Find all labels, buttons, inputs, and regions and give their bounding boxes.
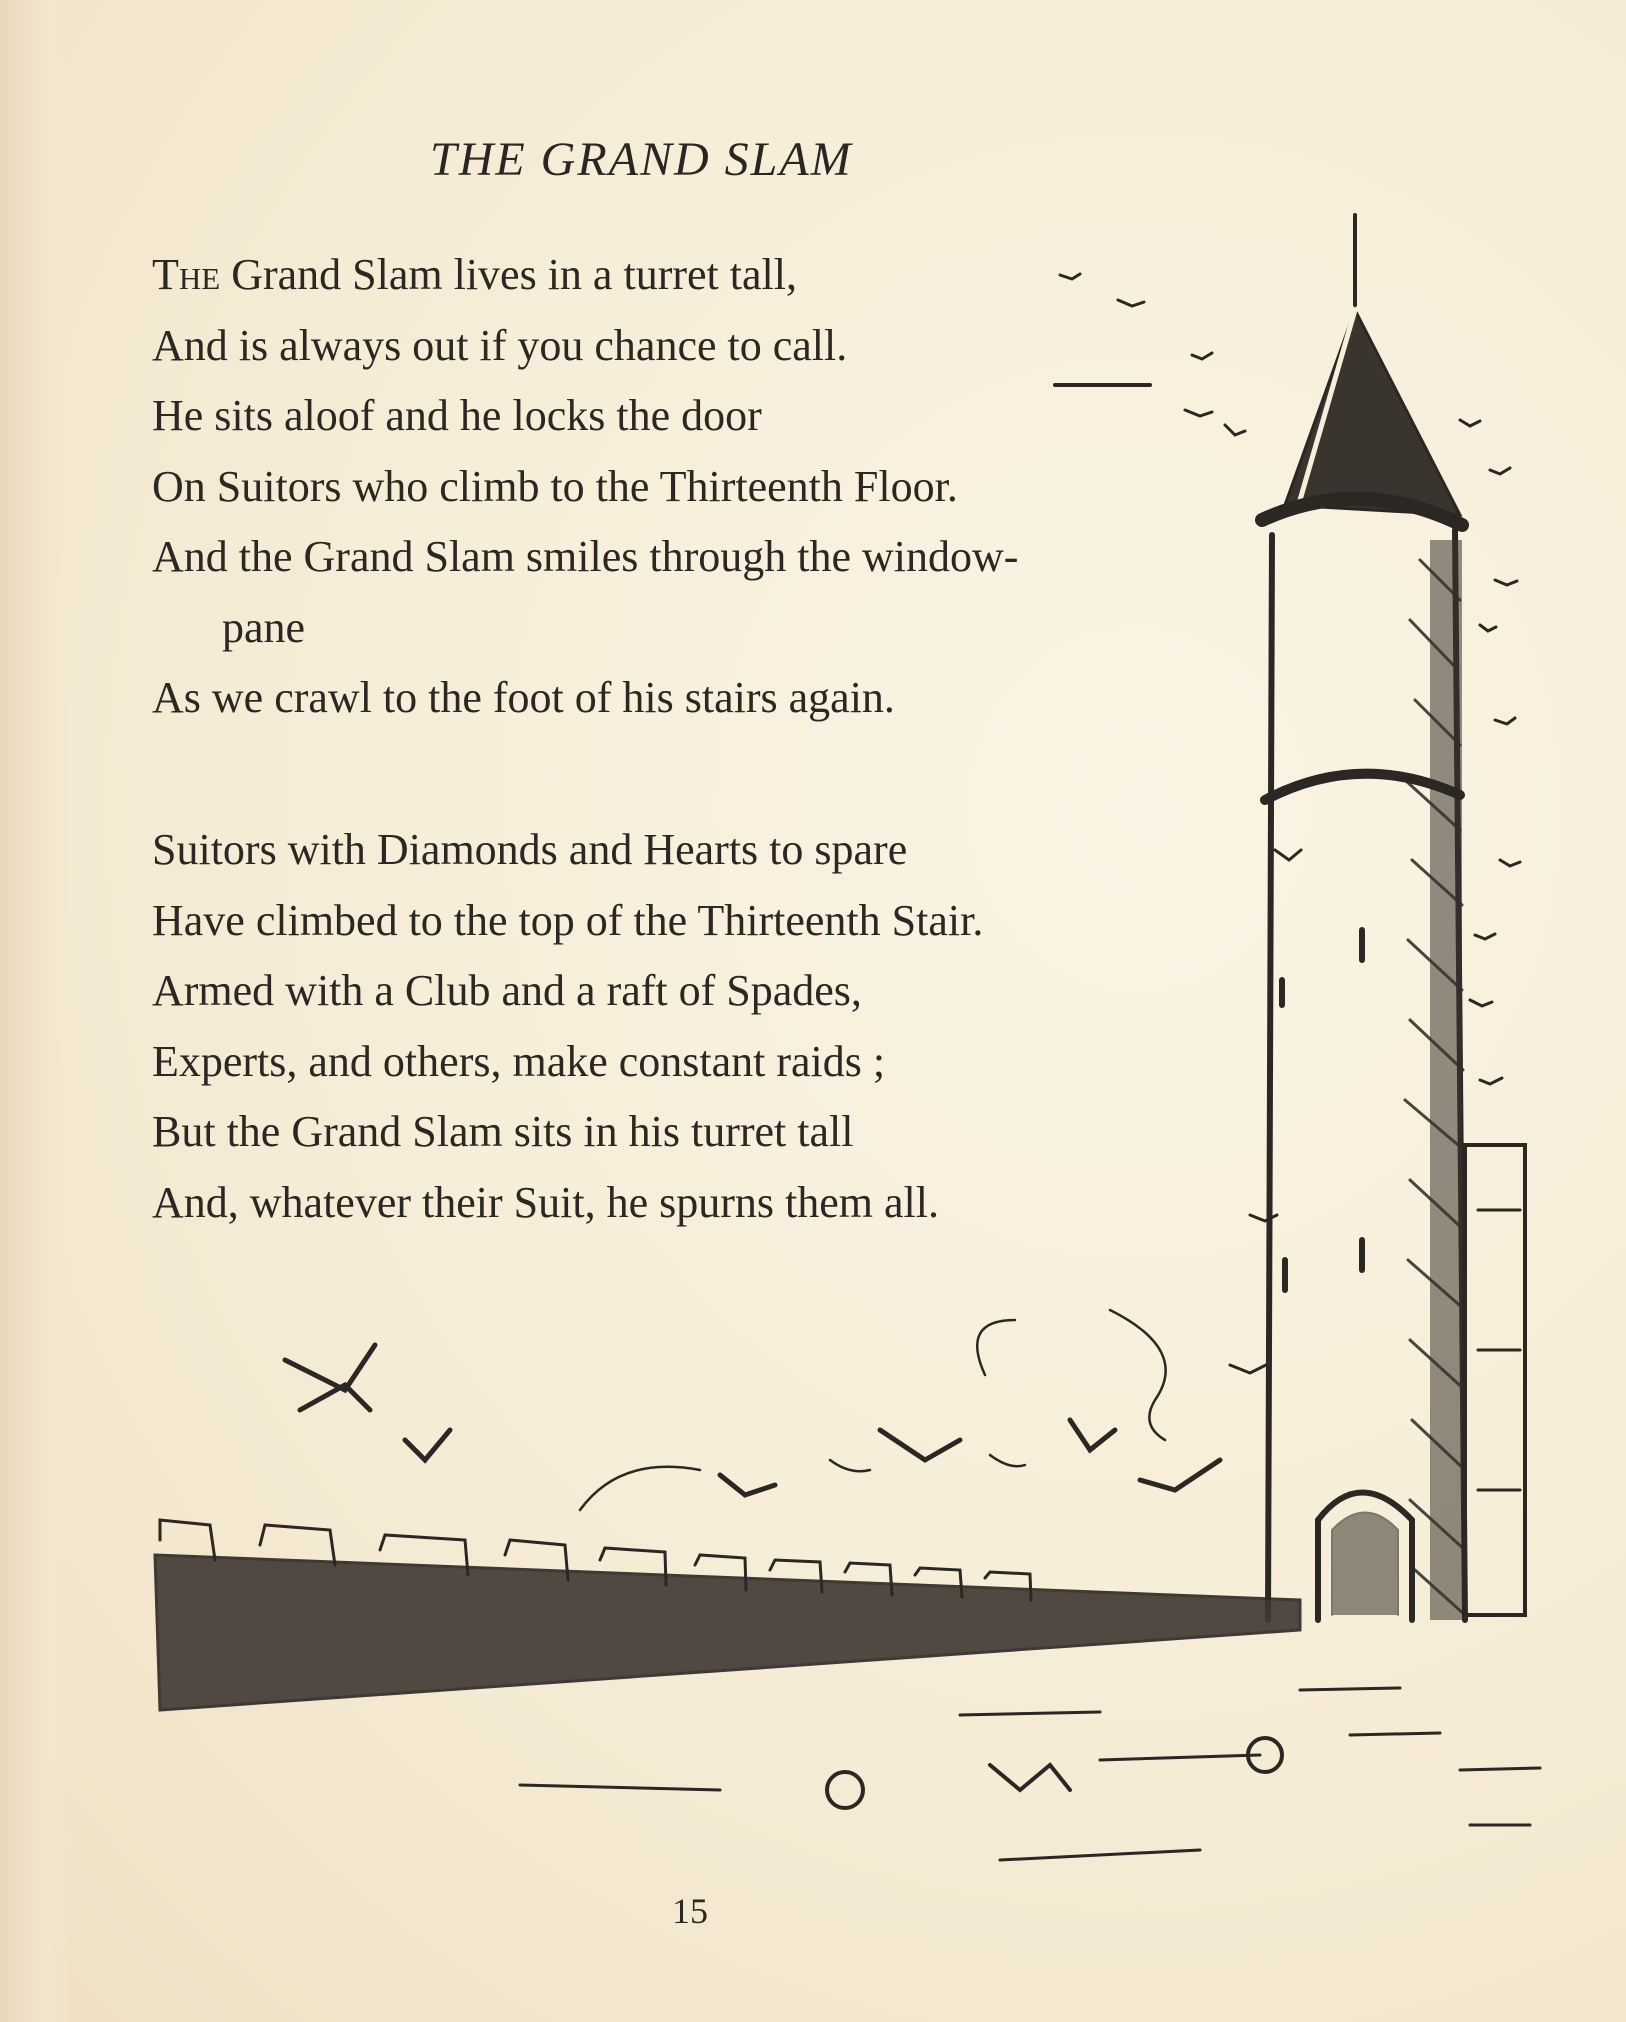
poem-line: Have climbed to the top of the Thirteenth Stair. (152, 895, 984, 945)
poem-line-continuation: pane (222, 602, 306, 652)
tower-shading-icon (1405, 560, 1465, 1615)
page-gutter (0, 0, 70, 2022)
birds-icon (1060, 274, 1520, 1373)
poem-line: But the Grand Slam sits in his turret tall (152, 1107, 854, 1156)
tower-rim-icon (1262, 499, 1462, 525)
bones-icon (990, 1765, 1070, 1790)
skull-icon (1248, 1738, 1282, 1772)
wall-huts-icon (160, 1520, 1031, 1600)
poem-line: On Suitors who climb to the Thirteenth Floor. (152, 461, 958, 511)
stanza-1 (152, 240, 1018, 734)
poem-line (152, 240, 1018, 311)
swirl-icon (580, 1310, 1166, 1510)
poem-line: And, whatever their Suit, he spurns them all. (152, 1177, 939, 1227)
poem-line: As we crawl to the foot of his stairs again. (152, 673, 895, 722)
skull-icon (827, 1772, 863, 1808)
drop-word: The (152, 250, 221, 299)
poem-line: He sits aloof and he locks the door (152, 391, 762, 440)
line-text: Grand Slam lives in a turret tall, (220, 250, 797, 299)
poem-line: And is always out if you chance to call. (152, 320, 848, 370)
side-building-icon (1465, 1145, 1525, 1615)
conical-roof-icon (1285, 310, 1460, 515)
poem-line: Suitors with Diamonds and Hearts to spare (152, 825, 908, 874)
stanza-2 (152, 815, 983, 1238)
ground-lines-icon (520, 1688, 1540, 1860)
poem-title: THE GRAND SLAM (430, 133, 853, 186)
wall-icon (155, 1555, 1300, 1710)
crows-icon (285, 1345, 1220, 1495)
poem-line: Experts, and others, make constant raids ; (152, 1036, 886, 1086)
poem-line: And the Grand Slam smiles through the window- (152, 532, 1019, 581)
page-number: 15 (672, 1891, 708, 1931)
tower-door-icon (1318, 1493, 1412, 1621)
poem-line: Armed with a Club and a raft of Spades, (152, 966, 862, 1015)
